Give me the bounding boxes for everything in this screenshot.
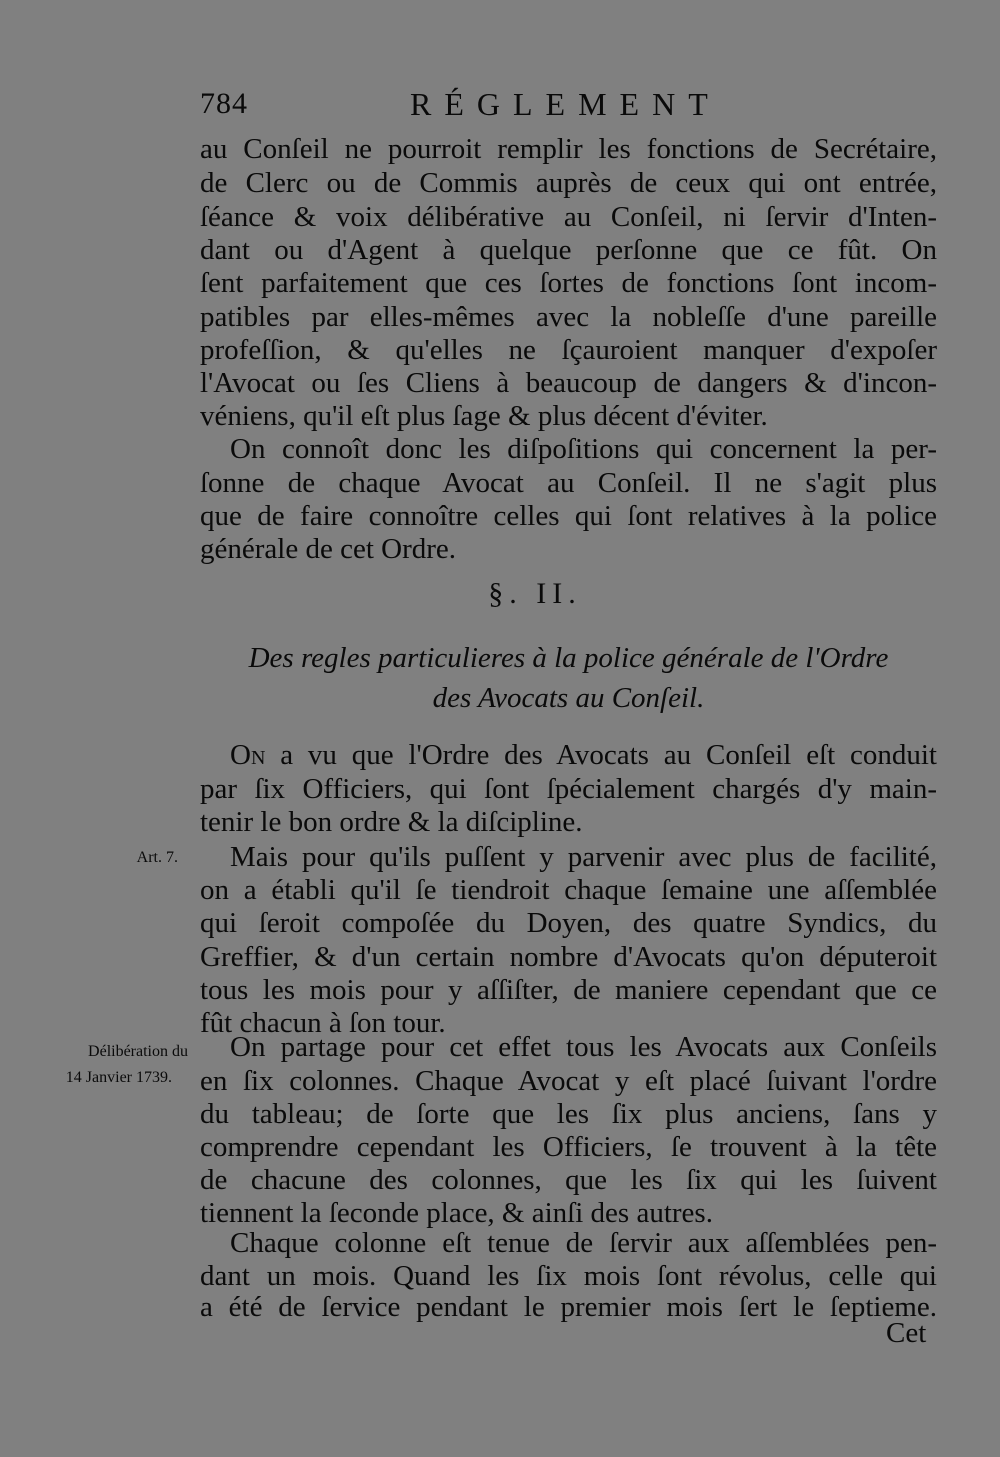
margin-note-article: Art. 7. (136, 849, 178, 866)
text-line: du tableau; de ſorte que les ſix plus anciens, ſans y (200, 1098, 937, 1130)
text-line: Greffier, & d'un certain nombre d'Avocats qu'on députeroit (200, 941, 937, 973)
margin-note-date: 14 Janvier 1739. (65, 1069, 172, 1086)
text-line: On connoît donc les diſpoſitions qui concernent la per- (230, 433, 937, 465)
text-line: en ſix colonnes. Chaque Avocat y eſt placé ſuivant l'ordre (200, 1065, 937, 1097)
catchword: Cet (886, 1317, 927, 1349)
text-line: que de faire connoître celles qui ſont relatives à la police (200, 500, 937, 532)
text-line: tiennent la ſeconde place, & ainſi des autres. (200, 1197, 713, 1229)
text-line: tenir le bon ordre & la diſcipline. (200, 806, 583, 838)
text-line: ſent parfaitement que ces ſortes de fonctions ſont incom- (200, 267, 937, 299)
text-line (230, 738, 937, 772)
text-line: par ſix Officiers, qui ſont ſpécialement chargés d'y main- (200, 773, 937, 805)
text-line: Mais pour qu'ils puſſent y parvenir avec plus de facilité, (230, 841, 937, 873)
text-line: on a établi qu'il ſe tiendroit chaque ſemaine une aſſemblée (200, 874, 937, 906)
section-mark: §. II. (488, 577, 582, 610)
drop-word: On (230, 739, 266, 771)
text-line: dant ou d'Agent à quelque perſonne que ce fût. On (200, 234, 937, 266)
page-number: 784 (200, 87, 248, 120)
text-line: de Clerc ou de Commis auprès de ceux qui ont entrée, (200, 167, 937, 199)
running-title: RÉGLEMENT (410, 86, 721, 122)
text-line: Chaque colonne eſt tenue de ſervir aux aſſemblées pen- (230, 1227, 937, 1259)
section-subtitle: des Avocats au Conſeil. (432, 682, 705, 714)
text-line: fût chacun à ſon tour. (200, 1007, 446, 1039)
text-line: tous les mois pour y aſſiſter, de maniere cependant que ce (200, 974, 937, 1006)
text-line: profeſſion, & qu'elles ne ſçauroient manquer d'expoſer (200, 334, 937, 366)
text-line: comprendre cependant les Officiers, ſe trouvent à la tête (200, 1131, 937, 1163)
text-line: générale de cet Ordre. (200, 533, 457, 565)
text-line: dant un mois. Quand les ſix mois ſont révolus, celle qui (200, 1260, 937, 1292)
text-line: ſonne de chaque Avocat au Conſeil. Il ne s'agit plus (200, 467, 937, 499)
text-segment: a vu que l'Ordre des Avocats au Conſeil eſt conduit (265, 739, 937, 771)
text-line: l'Avocat ou ſes Cliens à beaucoup de dangers & d'incon- (200, 367, 937, 399)
text-line: de chacune des colonnes, que les ſix qui les ſuivent (200, 1164, 937, 1196)
margin-note-deliberation: Délibération du (88, 1043, 188, 1060)
text-line: patibles par elles-mêmes avec la nobleſſe d'une pareille (200, 301, 937, 333)
text-line: a été de ſervice pendant le premier mois ſert le ſeptieme. (200, 1291, 937, 1323)
text-line: au Conſeil ne pourroit remplir les fonctions de Secrétaire, (200, 133, 937, 165)
text-line: véniens, qu'il eſt plus ſage & plus décent d'éviter. (200, 400, 768, 432)
text-line: On partage pour cet effet tous les Avocats aux Conſeils (230, 1031, 937, 1063)
text-line: qui ſeroit compoſée du Doyen, des quatre Syndics, du (200, 907, 937, 939)
section-subtitle: Des regles particulieres à la police générale de l'Ordre (248, 642, 889, 674)
text-line: ſéance & voix délibérative au Conſeil, ni ſervir d'Inten- (200, 201, 937, 233)
